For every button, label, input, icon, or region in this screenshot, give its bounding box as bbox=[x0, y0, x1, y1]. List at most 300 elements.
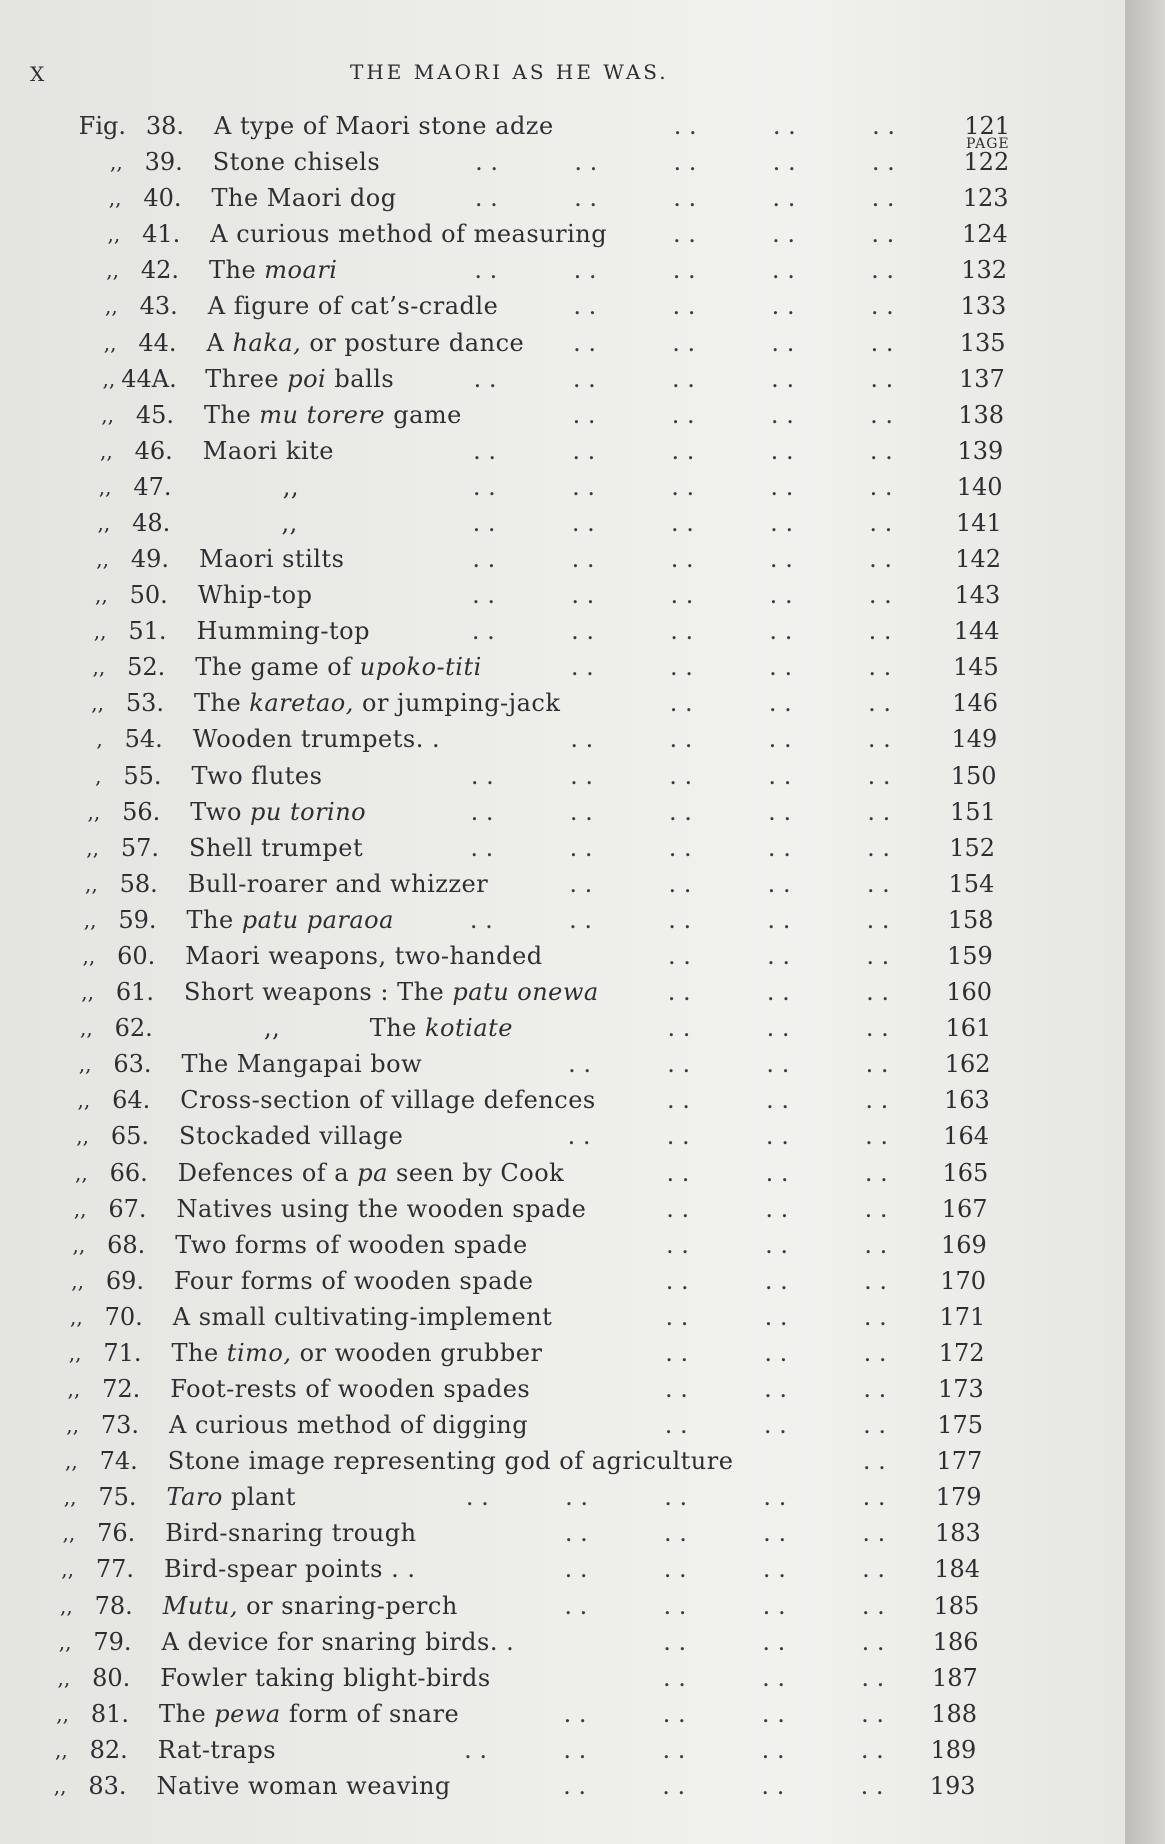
fig-prefix: , bbox=[96, 727, 103, 752]
fig-title bbox=[213, 145, 380, 179]
fig-prefix: ,, bbox=[87, 799, 101, 824]
fig-prefix: ,, bbox=[76, 1124, 89, 1149]
page-ref: 158 bbox=[947, 905, 994, 934]
list-item bbox=[0, 903, 1125, 937]
leader-dots: . . . . . . . . . . bbox=[474, 184, 895, 213]
leader-dots: . . . . . . bbox=[663, 1663, 885, 1692]
fig-number: 63. bbox=[113, 1050, 152, 1079]
fig-number: 59. bbox=[118, 905, 157, 934]
fig-prefix: ,, bbox=[80, 1016, 93, 1041]
fig-title bbox=[188, 867, 488, 901]
fig-number: 71. bbox=[103, 1338, 142, 1367]
list-item bbox=[0, 1156, 1125, 1190]
fig-title-text: ,, bbox=[201, 472, 300, 501]
fig-number: 67. bbox=[108, 1194, 147, 1223]
page-ref: 179 bbox=[935, 1483, 982, 1512]
list-item bbox=[0, 289, 1125, 323]
fig-prefix: ,, bbox=[86, 835, 99, 860]
list-item bbox=[0, 470, 1125, 504]
leader-dots: . . . . . . . . . . bbox=[473, 364, 894, 393]
fig-prefix: ,, bbox=[82, 944, 96, 968]
fig-title-text: Maori weapons, two-handed bbox=[185, 942, 543, 970]
fig-title-text: plant bbox=[222, 1483, 296, 1512]
fig-number: 80. bbox=[92, 1663, 131, 1692]
leader-dots: . . . . . . . . bbox=[568, 1050, 889, 1079]
leader-dots: . . . . . . bbox=[665, 1375, 887, 1404]
fig-title bbox=[159, 1697, 459, 1731]
fig-title bbox=[173, 1300, 553, 1334]
list-item bbox=[0, 506, 1125, 540]
fig-title bbox=[202, 470, 300, 504]
fig-title-text: Two bbox=[190, 797, 251, 826]
fig-number: 75. bbox=[98, 1483, 137, 1512]
fig-title-italic: upoko-titi bbox=[359, 653, 482, 682]
fig-number: 52. bbox=[127, 653, 166, 682]
leader-dots: . . . . . . bbox=[665, 1338, 887, 1367]
fig-prefix: ,, bbox=[95, 583, 108, 608]
fig-title-text: Bird-spear points . . bbox=[164, 1555, 416, 1584]
page-ref: 140 bbox=[956, 472, 1003, 501]
fig-title-text: balls bbox=[326, 364, 395, 393]
fig-title bbox=[180, 1083, 595, 1117]
page-ref: 132 bbox=[961, 256, 1007, 285]
page-ref: 177 bbox=[936, 1447, 983, 1476]
fig-title-text: The bbox=[159, 1699, 215, 1728]
fig-title bbox=[212, 181, 397, 215]
list-item bbox=[0, 1372, 1125, 1406]
fig-prefix: ,, bbox=[57, 1665, 71, 1690]
fig-title-text: A figure of cat’s-cradle bbox=[207, 292, 499, 321]
fig-prefix: ,, bbox=[53, 1774, 67, 1798]
fig-title-text: The Mangapai bow bbox=[181, 1050, 423, 1079]
fig-title-text: The bbox=[209, 256, 265, 285]
fig-title bbox=[162, 1625, 515, 1659]
page-ref: 123 bbox=[962, 184, 1009, 213]
fig-number: 72. bbox=[102, 1375, 141, 1404]
list-item bbox=[0, 1444, 1125, 1478]
page-ref: 169 bbox=[940, 1230, 987, 1259]
fig-title-italic: patu onewa bbox=[452, 978, 599, 1007]
list-item bbox=[0, 434, 1125, 468]
page-ref: 186 bbox=[932, 1627, 979, 1656]
page-ref: 159 bbox=[946, 942, 993, 970]
fig-title bbox=[199, 542, 344, 576]
page-ref: 122 bbox=[963, 148, 1010, 177]
fig-number: 68. bbox=[107, 1230, 146, 1259]
fig-title bbox=[163, 1589, 458, 1623]
fig-prefix: ,, bbox=[72, 1232, 86, 1257]
fig-title bbox=[209, 253, 337, 287]
fig-number: 47. bbox=[133, 472, 172, 501]
page-column-label: PAGE bbox=[966, 136, 1010, 152]
leader-dots: . . . . . . . . bbox=[570, 653, 892, 682]
fig-title-text: Stone chisels bbox=[212, 148, 381, 177]
leader-dots: . . . . . . bbox=[669, 689, 891, 718]
fig-title-text: Rat-traps bbox=[157, 1735, 277, 1764]
fig-prefix: ,, bbox=[58, 1629, 72, 1654]
page-ref: 161 bbox=[945, 1014, 992, 1043]
list-item bbox=[0, 1516, 1125, 1550]
fig-title-italic: Mutu, bbox=[162, 1591, 239, 1620]
list-item bbox=[0, 1083, 1125, 1117]
fig-prefix: ,, bbox=[83, 907, 97, 932]
leader-dots: . . . . . . . . . . bbox=[464, 1735, 884, 1764]
fig-title-italic: haka, bbox=[232, 328, 302, 357]
fig-number: 51. bbox=[128, 617, 167, 646]
page-ref: 164 bbox=[943, 1122, 989, 1151]
page-ref: 133 bbox=[960, 292, 1007, 321]
list-item bbox=[0, 217, 1125, 251]
list-item bbox=[0, 326, 1125, 360]
fig-number: 40. bbox=[143, 184, 182, 213]
fig-number: 45. bbox=[135, 400, 174, 429]
fig-number: 65. bbox=[110, 1122, 149, 1151]
fig-number: 48. bbox=[132, 508, 171, 537]
fig-title bbox=[205, 362, 394, 396]
fig-number: 57. bbox=[120, 833, 159, 862]
leader-dots: . . . . . . . . bbox=[570, 725, 891, 754]
list-item bbox=[0, 686, 1125, 720]
page-ref: 184 bbox=[934, 1555, 980, 1584]
fig-prefix: ,, bbox=[67, 1377, 81, 1402]
page-ref: 183 bbox=[934, 1519, 981, 1548]
list-item bbox=[0, 1047, 1125, 1081]
page-ref: 135 bbox=[959, 328, 1006, 357]
fig-title-text: Short weapons : The bbox=[184, 978, 453, 1007]
page-ref: 124 bbox=[961, 220, 1008, 249]
fig-title-text: Stone image representing god of agriculture bbox=[167, 1447, 734, 1476]
leader-dots: . . . . . . . . . . bbox=[475, 148, 895, 177]
fig-prefix: ,, bbox=[96, 547, 109, 572]
fig-title-text: form of snare bbox=[280, 1699, 460, 1728]
leader-dots: . . . . . . . . . . bbox=[470, 761, 891, 790]
fig-number: 54. bbox=[124, 725, 163, 754]
page-ref: 139 bbox=[957, 436, 1004, 465]
fig-prefix: ,, bbox=[61, 1557, 74, 1582]
leader-dots: . . . . . . . . bbox=[572, 400, 893, 429]
fig-title-text: ,, bbox=[200, 508, 298, 537]
fig-title bbox=[207, 326, 525, 360]
running-title: THE MAORI AS HE WAS. bbox=[350, 60, 669, 84]
fig-title-italic: patu paraoa bbox=[241, 905, 394, 934]
fig-number: 66. bbox=[109, 1158, 148, 1187]
list-item bbox=[0, 109, 1125, 143]
list-item bbox=[0, 1192, 1125, 1226]
fig-title bbox=[195, 650, 482, 684]
fig-number: 69. bbox=[105, 1266, 144, 1295]
leader-dots: . . . . . . bbox=[673, 112, 895, 140]
fig-title bbox=[214, 109, 554, 143]
fig-number: 58. bbox=[119, 869, 158, 898]
leader-dots: . . . . . . . . bbox=[567, 1122, 888, 1151]
fig-number: 60. bbox=[117, 942, 156, 970]
page-ref: 172 bbox=[938, 1338, 985, 1367]
fig-prefix: ,, bbox=[70, 1304, 83, 1329]
fig-number: 44A. bbox=[121, 364, 177, 393]
leader-dots: . . . . . . . . . . bbox=[473, 436, 893, 465]
page-ref: 165 bbox=[942, 1158, 989, 1187]
leader-dots: . . . . . . . . . . bbox=[474, 256, 894, 285]
list-item bbox=[0, 867, 1125, 901]
fig-title-text: A small cultivating-implement bbox=[172, 1302, 553, 1331]
page-ref: 142 bbox=[955, 545, 1001, 574]
fig-title-italic: karetao, bbox=[249, 689, 354, 718]
leader-dots: . . . . . . . . bbox=[564, 1591, 885, 1620]
fig-prefix: ,, bbox=[102, 366, 116, 391]
fig-prefix: ,, bbox=[78, 1052, 92, 1077]
leader-dots: . . . . . . . . . . bbox=[472, 545, 892, 574]
fig-title-text: Bull-roarer and whizzer bbox=[187, 869, 489, 898]
list-item bbox=[0, 975, 1125, 1009]
list-item bbox=[0, 1552, 1125, 1586]
leader-dots: . . . . . . bbox=[668, 942, 890, 970]
fig-prefix: ,, bbox=[63, 1485, 77, 1510]
fig-title-text: ,, The bbox=[182, 1014, 426, 1043]
fig-prefix: , bbox=[95, 763, 102, 788]
fig-title-italic: kotiate bbox=[425, 1014, 513, 1043]
fig-title bbox=[157, 1769, 451, 1803]
fig-prefix: ,, bbox=[73, 1196, 87, 1221]
fig-number: 70. bbox=[104, 1302, 143, 1331]
fig-title bbox=[177, 1192, 587, 1226]
leader-dots: . . . . . . bbox=[664, 1411, 886, 1440]
fig-prefix: ,, bbox=[62, 1521, 76, 1546]
leader-dots: . . . . . . bbox=[667, 1014, 889, 1043]
fig-title bbox=[185, 939, 542, 973]
fig-title bbox=[194, 686, 560, 720]
fig-prefix: ,, bbox=[105, 294, 118, 319]
fig-prefix: ,, bbox=[85, 871, 98, 896]
fig-title-text: Cross-section of village defences bbox=[180, 1086, 596, 1115]
fig-title bbox=[158, 1733, 276, 1767]
fig-title bbox=[184, 975, 599, 1009]
fig-title-text: A curious method of digging bbox=[169, 1411, 529, 1440]
fig-number: 74. bbox=[99, 1447, 138, 1476]
page-ref: 167 bbox=[941, 1194, 988, 1223]
fig-title bbox=[187, 903, 394, 937]
leader-dots: . . . . . . . . . . bbox=[472, 508, 893, 537]
list-item bbox=[0, 1697, 1125, 1731]
fig-title bbox=[182, 1047, 423, 1081]
fig-title-text: Wooden trumpets. . bbox=[192, 725, 441, 754]
fig-title-text: Humming-top bbox=[196, 617, 370, 646]
fig-title-text: The bbox=[186, 905, 242, 934]
leader-dots: . . . . . . . . bbox=[563, 1699, 884, 1728]
fig-title bbox=[168, 1444, 734, 1478]
fig-title bbox=[197, 614, 370, 648]
fig-title-text: The game of bbox=[195, 653, 360, 682]
page-ref: 141 bbox=[955, 508, 1002, 537]
list-item bbox=[0, 650, 1125, 684]
fig-prefix: Fig. bbox=[78, 112, 126, 140]
leader-dots: . . . . . . bbox=[666, 1194, 888, 1223]
fig-title bbox=[200, 506, 298, 540]
fig-number: 81. bbox=[90, 1699, 129, 1728]
fig-title-text: or wooden grubber bbox=[291, 1338, 543, 1367]
list-item bbox=[0, 1119, 1125, 1153]
fig-title-text: Shell trumpet bbox=[189, 833, 364, 862]
leader-dots: . . . . . . . . . . bbox=[471, 617, 892, 646]
list-item bbox=[0, 362, 1125, 396]
leader-dots: . . . . . . bbox=[663, 1627, 885, 1656]
fig-number: 73. bbox=[100, 1411, 139, 1440]
fig-title bbox=[193, 722, 440, 756]
fig-number: 82. bbox=[89, 1735, 128, 1764]
page-ref: 137 bbox=[958, 364, 1005, 393]
list-item bbox=[0, 1011, 1125, 1045]
fig-prefix: ,, bbox=[65, 1449, 78, 1474]
page-ref: 173 bbox=[937, 1375, 984, 1404]
fig-title-text: Fowler taking blight-birds bbox=[160, 1663, 491, 1692]
list-item bbox=[0, 181, 1125, 215]
fig-title bbox=[190, 795, 366, 829]
fig-title-text: Maori stilts bbox=[199, 545, 345, 574]
leader-dots: . . . . . . bbox=[667, 1086, 889, 1115]
fig-number: 55. bbox=[123, 761, 162, 790]
fig-title bbox=[167, 1480, 296, 1514]
page-ref: 145 bbox=[952, 653, 999, 682]
page-ref: 189 bbox=[930, 1735, 977, 1764]
fig-title bbox=[170, 1372, 530, 1406]
fig-title bbox=[198, 578, 313, 612]
fig-prefix: ,, bbox=[71, 1268, 84, 1293]
fig-title-italic: poi bbox=[287, 364, 327, 393]
fig-title-text: Maori kite bbox=[202, 436, 334, 465]
list-item bbox=[0, 1336, 1125, 1370]
page-ref: 149 bbox=[951, 725, 998, 754]
fig-title-text: A bbox=[206, 328, 233, 357]
list-item bbox=[0, 795, 1125, 829]
fig-number: 46. bbox=[134, 436, 173, 465]
leader-dots: . . . . . . . . bbox=[573, 328, 894, 357]
fig-title bbox=[172, 1336, 543, 1370]
fig-number: 56. bbox=[122, 797, 161, 826]
fig-prefix: ,, bbox=[92, 655, 106, 680]
fig-title-text: Two forms of wooden spade bbox=[175, 1230, 528, 1259]
fig-title bbox=[165, 1516, 416, 1550]
leader-dots: . . . . . . bbox=[665, 1302, 887, 1331]
page-number: X bbox=[30, 62, 46, 86]
leader-dots: . . . . . . . . bbox=[563, 1772, 884, 1800]
fig-title-text: Foot-rests of wooden spades bbox=[170, 1375, 531, 1404]
fig-title-italic: pu torino bbox=[250, 797, 367, 826]
fig-number: 79. bbox=[93, 1627, 132, 1656]
leader-dots: . . . . . . bbox=[666, 1158, 888, 1187]
leader-dots: . . bbox=[862, 1447, 886, 1476]
page-ref: 150 bbox=[950, 761, 997, 790]
leader-dots: . . . . . . bbox=[667, 978, 889, 1007]
list-item bbox=[0, 1625, 1125, 1659]
fig-title bbox=[174, 1264, 533, 1298]
list-item bbox=[0, 145, 1125, 179]
fig-number: 76. bbox=[97, 1519, 136, 1548]
list-item bbox=[0, 939, 1125, 973]
leader-dots: . . . . . . . . bbox=[569, 869, 890, 898]
list-item bbox=[0, 542, 1125, 576]
fig-prefix: ,, bbox=[91, 691, 104, 716]
fig-title-italic: pewa bbox=[214, 1699, 281, 1728]
list-item bbox=[0, 1264, 1125, 1298]
fig-prefix: ,, bbox=[101, 402, 114, 427]
fig-prefix: ,, bbox=[81, 980, 94, 1005]
fig-title-text: Whip-top bbox=[197, 581, 313, 610]
fig-title-italic: Taro bbox=[166, 1483, 223, 1512]
leader-dots: . . . . . . . . bbox=[573, 292, 894, 321]
fig-title bbox=[208, 289, 499, 323]
leader-dots: . . . . . . bbox=[673, 220, 895, 249]
fig-title bbox=[169, 1408, 528, 1442]
fig-prefix: ,, bbox=[98, 474, 112, 499]
fig-title bbox=[160, 1661, 490, 1695]
fig-number: 83. bbox=[88, 1772, 127, 1800]
leader-dots: . . . . . . . . bbox=[564, 1519, 886, 1548]
page-ref: 185 bbox=[933, 1591, 980, 1620]
leader-dots: . . . . . . . . . . bbox=[470, 797, 891, 826]
fig-title-text: Defences of a bbox=[177, 1158, 358, 1187]
fig-prefix: ,, bbox=[68, 1340, 82, 1365]
leader-dots: . . . . . . bbox=[666, 1230, 888, 1259]
fig-title-text: Stockaded village bbox=[179, 1122, 404, 1151]
fig-prefix: ,, bbox=[108, 186, 122, 211]
page-ref: 162 bbox=[944, 1050, 991, 1079]
page-ref: 138 bbox=[958, 400, 1004, 429]
fig-title-text: The bbox=[194, 689, 250, 718]
page-ref: 171 bbox=[939, 1302, 986, 1331]
page-ref: 146 bbox=[952, 689, 998, 718]
list-item bbox=[0, 253, 1125, 287]
fig-title-italic: mu torere bbox=[259, 400, 386, 429]
page-ref: 151 bbox=[949, 797, 996, 826]
list-item bbox=[0, 1661, 1125, 1695]
leader-dots: . . . . . . . . bbox=[564, 1555, 885, 1584]
page-edge bbox=[1125, 0, 1165, 1844]
fig-title-text: or jumping-jack bbox=[353, 689, 561, 718]
fig-title-text: A type of Maori stone adze bbox=[214, 112, 554, 140]
page-ref: 121 bbox=[964, 112, 1010, 140]
fig-prefix: ,, bbox=[66, 1413, 79, 1438]
fig-prefix: ,, bbox=[110, 150, 123, 175]
fig-number: 39. bbox=[144, 148, 183, 177]
fig-title bbox=[204, 398, 462, 432]
fig-title-text: A device for snaring birds. . bbox=[161, 1627, 515, 1656]
list-item bbox=[0, 1769, 1125, 1803]
leader-dots: . . . . . . . . . . bbox=[470, 833, 890, 862]
fig-title-text: The Maori dog bbox=[211, 184, 397, 213]
fig-title bbox=[183, 1011, 513, 1045]
fig-title-italic: pa bbox=[357, 1158, 388, 1187]
fig-number: 49. bbox=[130, 545, 169, 574]
fig-prefix: ,, bbox=[107, 222, 121, 247]
fig-prefix: ,, bbox=[103, 330, 117, 355]
fig-number: 77. bbox=[95, 1555, 134, 1584]
fig-title-text: Native woman weaving bbox=[156, 1772, 451, 1800]
page-ref: 193 bbox=[929, 1772, 976, 1800]
fig-number: 78. bbox=[94, 1591, 133, 1620]
fig-title bbox=[189, 831, 363, 865]
fig-title bbox=[192, 759, 323, 793]
fig-prefix: ,, bbox=[55, 1737, 68, 1762]
list-item bbox=[0, 759, 1125, 793]
fig-title-text: The bbox=[204, 400, 260, 429]
leader-dots: . . . . . . bbox=[665, 1266, 887, 1295]
list-item bbox=[0, 1589, 1125, 1623]
fig-number: 42. bbox=[140, 256, 179, 285]
fig-prefix: ,, bbox=[60, 1593, 73, 1618]
fig-title bbox=[210, 217, 607, 251]
list-item bbox=[0, 1228, 1125, 1262]
fig-prefix: ,, bbox=[75, 1160, 88, 1185]
fig-title-text: A curious method of measuring bbox=[210, 220, 608, 249]
